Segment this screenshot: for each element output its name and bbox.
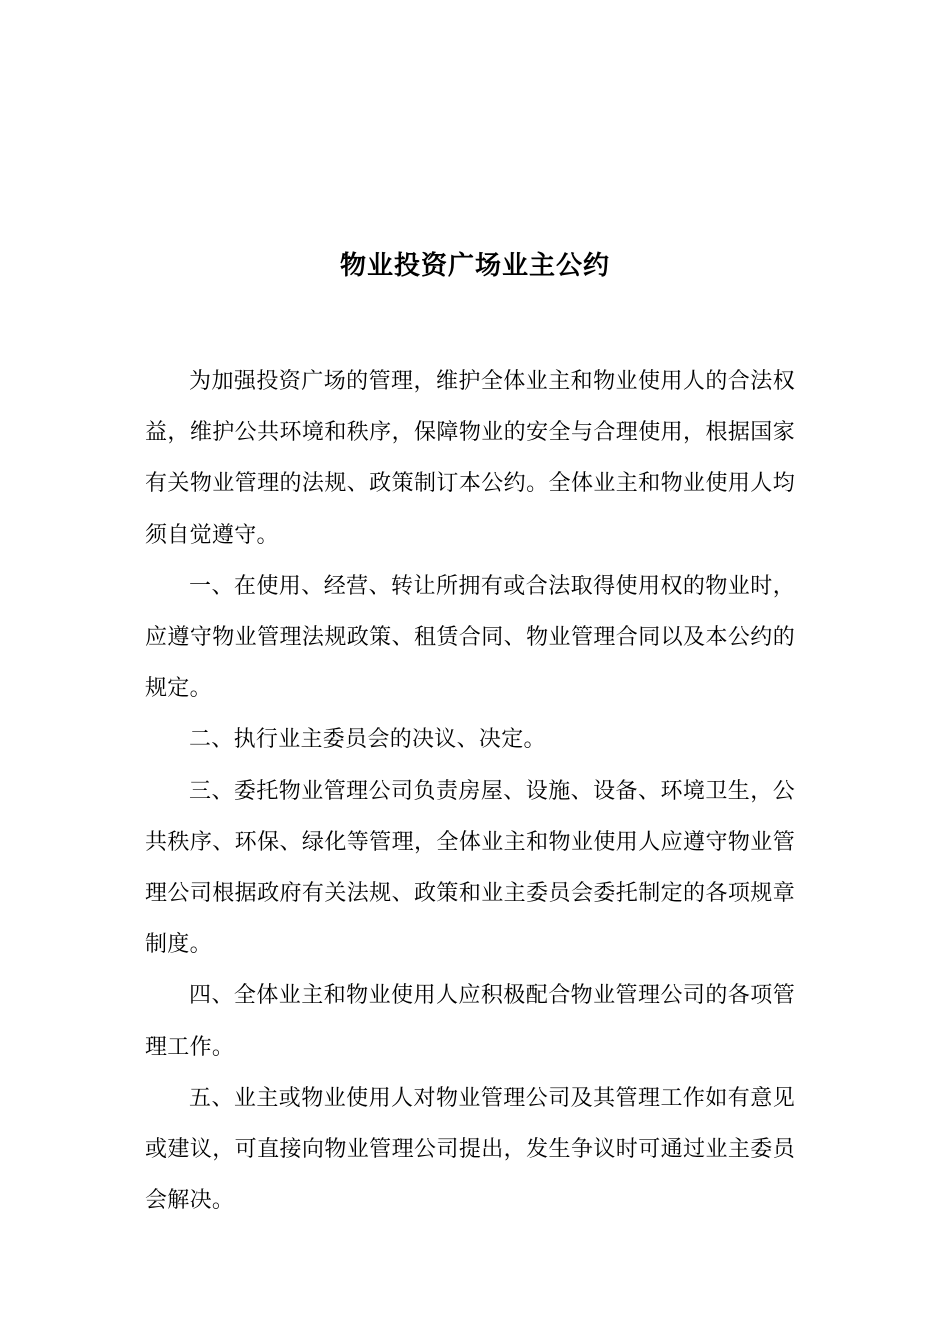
clause-3-paragraph: 三、委托物业管理公司负责房屋、设施、设备、环境卫生，公共秩序、环保、绿化等管理，全体业主和物业使用人应遵守物业管理公司根据政府有关法规、政策和业主委员会委托制定的各项规章制度。 bbox=[145, 778, 795, 958]
clause-2-paragraph: 二、执行业主委员会的决议、决定。 bbox=[189, 727, 546, 753]
clause-5-paragraph: 五、业主或物业使用人对物业管理公司及其管理工作如有意见或建议，可直接向物业管理公司提出，发生争议时可通过业主委员会解决。 bbox=[145, 1085, 795, 1214]
clause-4-paragraph: 四、全体业主和物业使用人应积极配合物业管理公司的各项管理工作。 bbox=[145, 983, 795, 1060]
intro-paragraph: 为加强投资广场的管理，维护全体业主和物业使用人的合法权益，维护公共环境和秩序，保障物业的安全与合理使用，根据国家有关物业管理的法规、政策制订本公约。全体业主和物业使用人均须自觉遵守。 bbox=[145, 369, 795, 548]
document-title: 物业投资广场业主公约 bbox=[339, 251, 610, 281]
clause-1-paragraph: 一、在使用、经营、转让所拥有或合法取得使用权的物业时，应遵守物业管理法规政策、租赁合同、物业管理合同以及本公约的规定。 bbox=[145, 573, 795, 702]
document-body bbox=[145, 356, 795, 1226]
